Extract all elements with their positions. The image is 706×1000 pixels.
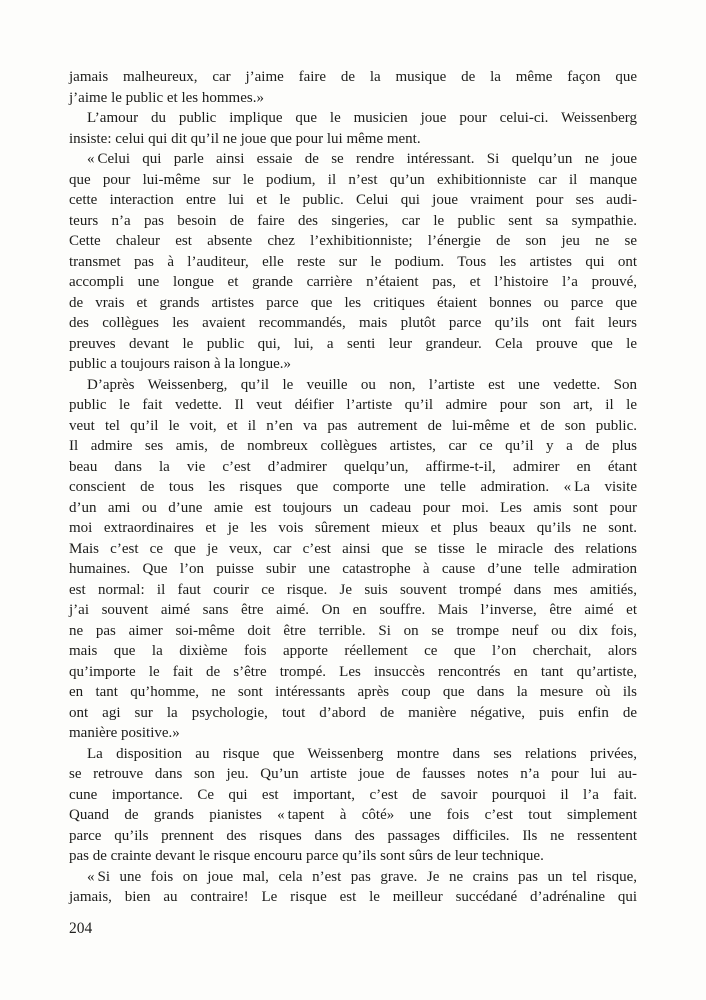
paragraph: [69, 744, 637, 867]
text-line: « Celui qui parle ainsi essaie de se rendre intéressant. Si quelqu’un ne joue: [87, 151, 637, 167]
paragraph: [69, 375, 637, 744]
text-line: Mais c’est ce que je veux, car c’est ainsi que se tisse le miracle des relations: [69, 540, 637, 557]
text-line: des collègues les avaient recommandés, mais plutôt parce qu’ils ont fait leurs: [69, 315, 637, 331]
text-line: veut tel qu’il le voit, et il n’en va pas autrement de lui-même et de son public.: [69, 417, 637, 434]
text-line: humaines. Que l’on puisse subir une catastrophe à cause d’une telle admiration: [69, 561, 637, 577]
text-line: D’après Weissenberg, qu’il le veuille ou non, l’artiste est une vedette. Son: [87, 376, 637, 393]
text-line: public a toujours raison à la longue.»: [69, 356, 292, 372]
text-line: La disposition au risque que Weissenberg montre dans ses relations privées,: [87, 745, 637, 762]
paragraph: [69, 108, 637, 149]
text-line: L’amour du public implique que le musicien joue pour celui-ci. Weissenberg: [87, 110, 637, 126]
text-line: preuves devant le public qui, lui, a senti leur grandeur. Cela prouve que le: [69, 335, 637, 352]
text-line: d’un ami ou d’une amie est toujours un cadeau pour moi. Les amis sont pour: [69, 499, 637, 516]
text-line: jamais malheureux, car j’aime faire de la musique de la même façon que: [69, 69, 637, 85]
text-line: conscient de tous les risques que comporte une telle admiration. « La visite: [69, 479, 637, 495]
text-line: cette interaction entre lui et le public. Celui qui joue vraiment pour ses audi-: [69, 192, 637, 208]
text-line: de vrais et grands artistes parce que les critiques étaient bonnes ou parce que: [69, 294, 637, 311]
paragraph: [69, 867, 637, 908]
text-line: mais que la dixième fois apporte réellement ce que l’on cherchait, alors: [69, 643, 637, 659]
text-line: insiste: celui qui dit qu’il ne joue que pour lui même ment.: [69, 130, 421, 147]
text-line: parce qu’ils prennent des risques dans des passages difficiles. Ils ne ressentent: [69, 827, 637, 844]
page-number: 204: [69, 920, 93, 937]
text-line: qu’importe le fait de s’être trompé. Les insuccès rencontrés en tant qu’artiste,: [69, 663, 637, 680]
text-line: beau dans la vie c’est d’admirer quelqu’un, affirme-t-il, admirer en étant: [69, 458, 637, 475]
text-line: Cette chaleur est absente chez l’exhibitionniste; l’énergie de son jeu ne se: [69, 233, 637, 249]
text-line: public le fait vedette. Il veut déifier l’artiste qu’il admire pour son art, il le: [69, 397, 637, 413]
text-line: cune importance. Ce qui est important, c’est de savoir pourquoi il l’a fait.: [69, 786, 637, 803]
text-line: Il admire ses amis, de nombreux collègues artistes, car ce qu’il y a de plus: [69, 438, 637, 454]
text-line: pas de crainte devant le risque encouru parce qu’ils sont sûrs de leur technique.: [69, 848, 544, 864]
text-line: teurs n’a pas besoin de faire des singeries, car le public sent sa sympathie.: [69, 212, 637, 229]
paragraph: [69, 149, 637, 375]
text-line: en tant qu’homme, ne sont intéressants après coup que dans la mesure où ils: [69, 684, 637, 700]
text-line: que pour lui-même sur le podium, il n’est qu’un exhibitionniste car il manque: [69, 171, 637, 188]
text-line: moi extraordinaires et je les vois sûrement mieux et plus beaux qu’ils ne sont.: [69, 520, 637, 536]
text-line: jamais, bien au contraire! Le risque est le meilleur succédané d’adrénaline qui: [69, 889, 637, 905]
text-line: transmet pas à l’auditeur, elle reste sur le podium. Tous les artistes qui ont: [69, 253, 637, 270]
text-line: Quand de grands pianistes « tapent à côté» une fois c’est tout simplement: [69, 807, 637, 823]
text-line: j’aime le public et les hommes.»: [69, 89, 264, 106]
text-line: ont agi sur la psychologie, tout d’abord de manière négative, puis enfin de: [69, 704, 637, 721]
text-line: manière positive.»: [69, 725, 180, 741]
text-line: ne pas aimer soi-même doit être terrible. Si on se trompe neuf ou dix fois,: [69, 622, 637, 639]
text-line: accompli une longue et grande carrière n’étaient pas, et l’histoire l’a prouvé,: [69, 274, 637, 290]
text-line: se retrouve dans son jeu. Qu’un artiste joue de fausses notes n’a pour lui au-: [69, 766, 637, 782]
paragraph: [69, 67, 637, 108]
text-line: j’ai souvent aimé sans être aimé. On en souffre. Mais l’inverse, être aimé et: [69, 602, 637, 618]
text-line: « Si une fois on joue mal, cela n’est pas grave. Je ne crains pas un tel risque,: [87, 868, 637, 885]
body-text: [69, 67, 637, 908]
text-line: est normal: il faut courir ce risque. Je suis souvent trompé dans mes amitiés,: [69, 581, 637, 598]
